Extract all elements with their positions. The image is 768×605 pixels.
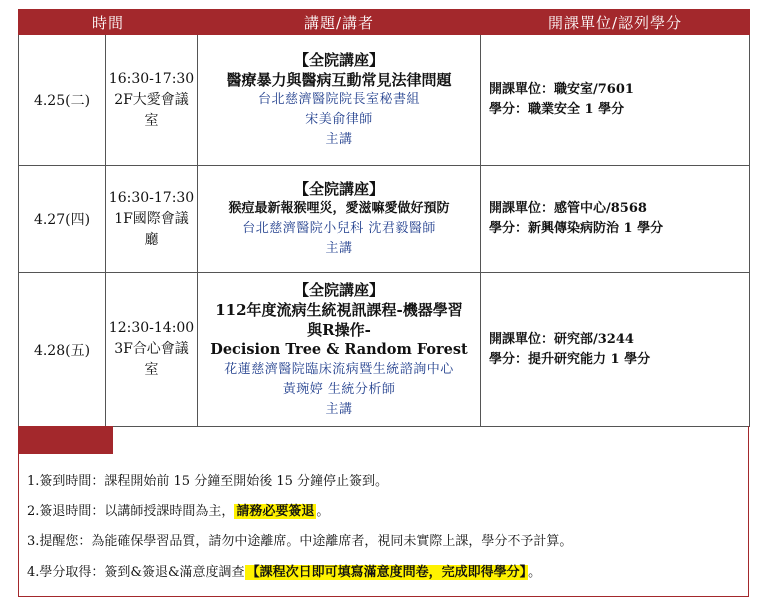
- time-range: 16:30-17:30: [108, 189, 195, 206]
- course-unit: 開課單位：職安室/7601: [489, 82, 634, 97]
- speaker-role: 主講: [325, 401, 353, 417]
- speaker-org: 台北慈濟醫院小兒科 沈君毅醫師: [242, 221, 436, 236]
- course-credit: 學分：職業安全 1 學分: [489, 102, 625, 117]
- room: 2F大愛會議室: [114, 91, 189, 129]
- row-date: 4.28(五): [19, 273, 106, 427]
- row-time: [106, 166, 198, 273]
- course-unit: 開課單位：研究部/3244: [489, 331, 634, 347]
- time-range: 16:30-17:30: [108, 70, 195, 87]
- row-date: 4.27(四): [19, 166, 106, 273]
- room: 1F國際會議廳: [114, 210, 189, 248]
- lecture-title-en: Decision Tree & Random Forest: [210, 340, 468, 358]
- speaker-role: 主講: [325, 241, 353, 256]
- row-credit: [481, 35, 750, 166]
- table-row: [19, 35, 750, 166]
- notes-tab: [19, 426, 113, 454]
- lecture-tag: 【全院講座】: [294, 180, 385, 198]
- note-checkout: [27, 503, 329, 521]
- speaker-name: 宋美俞律師: [305, 112, 373, 127]
- lecture-title: 醫療暴力與醫病互動常見法律問題: [226, 71, 452, 89]
- note-reminder: 3.提醒您：為能確保學習品質，請勿中途離席。中途離席者，視同未實際上課，學分不予計算。: [27, 534, 573, 549]
- note-checkout-text: 2.簽退時間：以講師授課時間為主，: [27, 504, 235, 519]
- notes-panel: [18, 426, 749, 597]
- note-credit: [27, 564, 541, 582]
- header-credit: 開課單位/認列學分: [481, 10, 750, 35]
- row-date: 4.25(二): [19, 35, 106, 166]
- room: 3F合心會議室: [114, 341, 189, 378]
- speaker-org: 台北慈濟醫院院長室秘書組: [258, 92, 421, 107]
- speaker-role: 主講: [325, 132, 353, 147]
- row-time: [106, 273, 198, 427]
- note-credit-end: 。: [528, 565, 542, 580]
- speaker-name: 黃琬婷 生統分析師: [282, 381, 396, 397]
- course-unit: 開課單位：感管中心/8568: [489, 201, 647, 216]
- table-header: [19, 10, 750, 35]
- row-topic: [198, 273, 481, 427]
- table-row: [19, 166, 750, 273]
- schedule-table: [18, 9, 750, 427]
- row-topic: [198, 35, 481, 166]
- row-time: [106, 35, 198, 166]
- note-credit-text: 4.學分取得：簽到&簽退&滿意度調查: [27, 565, 245, 580]
- note-credit-highlight: 【課程次日即可填寫滿意度問卷，完成即得學分】: [246, 565, 527, 580]
- row-credit: [481, 273, 750, 427]
- row-credit: [481, 166, 750, 273]
- lecture-tag: 【全院講座】: [294, 280, 385, 299]
- lecture-tag: 【全院講座】: [294, 51, 385, 69]
- lecture-title: 112年度流病生統視訊課程-機器學習與R操作-: [215, 300, 463, 339]
- header-time: 時間: [19, 10, 198, 35]
- speaker-org: 花蓮慈濟醫院臨床流病暨生統諮詢中心: [224, 361, 454, 377]
- course-credit: 學分：新興傳染病防治 1 學分: [489, 221, 664, 236]
- row-topic: [198, 166, 481, 273]
- note-checkout-highlight: 請務必要簽退: [236, 504, 315, 519]
- lecture-title: 猴痘最新報猴哩災，愛滋嘛愛做好預防: [228, 201, 450, 216]
- note-checkin: 1.簽到時間：課程開始前 15 分鐘至開始後 15 分鐘停止簽到。: [27, 474, 389, 489]
- note-checkout-end: 。: [316, 504, 330, 519]
- time-range: 12:30-14:00: [108, 320, 195, 336]
- table-row: [19, 273, 750, 427]
- header-topic: 講題/講者: [198, 10, 481, 35]
- course-credit: 學分：提升研究能力 1 學分: [489, 351, 651, 367]
